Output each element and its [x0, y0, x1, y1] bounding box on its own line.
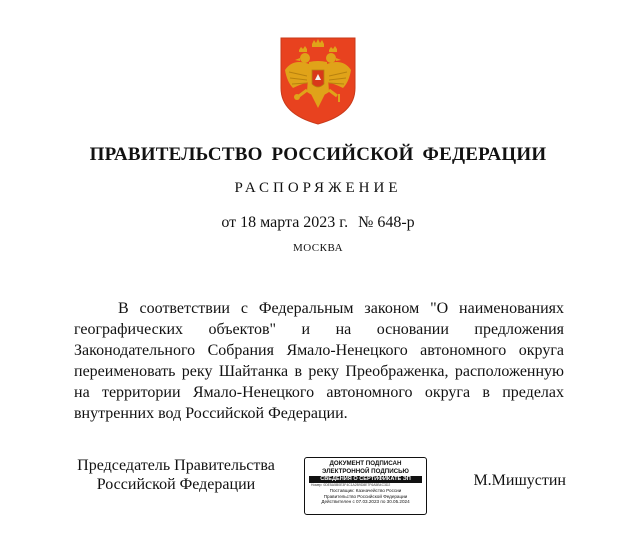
electronic-signature-stamp: [304, 457, 427, 515]
date-line: [0, 214, 636, 232]
stamp-owner-line2: Правительство Российской Федерации: [323, 493, 408, 499]
signer-name: М.Мишустин: [473, 472, 566, 489]
coat-of-arms-emblem: [279, 36, 357, 126]
signer-position-line2: Российской Федерации: [96, 476, 256, 493]
order-paragraph: В соответствии с Федеральным законом "О наименованиях географических объектов" и на основании предложения Законодательного Собрания Ямало-Ненецкого автономного округа переименовать реку Шайтанка в реку Преображенка, расположенную на территории Ямало-Ненецкого автономного округа в пределах внутренних вод Российской Федерации.: [74, 300, 564, 422]
stamp-line1: ДОКУМЕНТ ПОДПИСАН: [329, 460, 402, 467]
city-name: МОСКВА: [292, 242, 344, 254]
signer-position-line1: Председатель Правительства: [77, 457, 275, 474]
organization-title: ПРАВИТЕЛЬСТВО РОССИЙСКОЙ ФЕДЕРАЦИИ: [89, 144, 547, 165]
document-number: № 648-р: [358, 214, 415, 231]
stamp-line2: ЭЛЕКТРОННОЙ ПОДПИСЬЮ: [322, 467, 409, 475]
signer-position: [76, 456, 276, 494]
document-date: от 18 марта 2023 г.: [221, 214, 349, 231]
document-type: РАСПОРЯЖЕНИЕ: [234, 180, 402, 196]
stamp-certificate-header: СВЕДЕНИЯ О СЕРТИФИКАТЕ ЭП: [309, 476, 422, 483]
double-headed-eagle-icon: [279, 36, 357, 126]
stamp-owner-line1: Поставщик: Казначейство России: [329, 488, 402, 493]
stamp-serial: Номер: 0DE5A5B0E3F4C1A2B9D8E7F6A5B4C3D2: [311, 483, 391, 487]
stamp-validity: Действителен с 07.03.2023 по 30.05.2024: [321, 499, 410, 505]
